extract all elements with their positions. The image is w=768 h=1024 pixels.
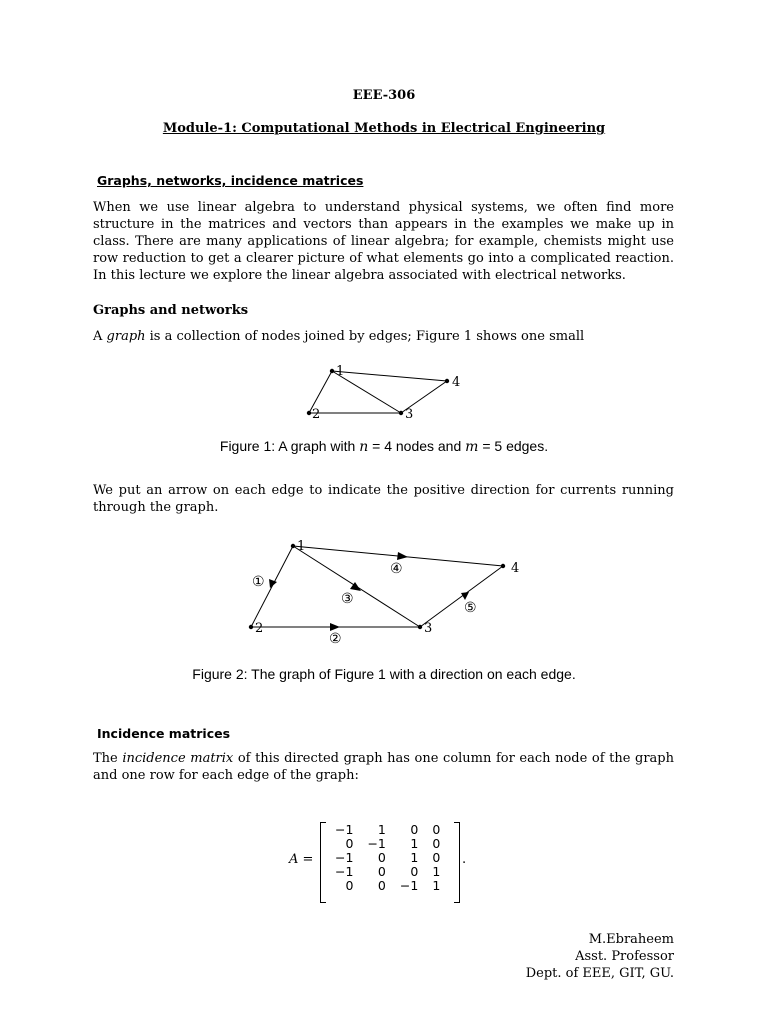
incidence-paragraph: The incidence matrix of this directed graph has one column for each node of the graph and one row for each edge of the graph: bbox=[93, 751, 674, 783]
matrix-cell: 0 bbox=[432, 836, 441, 851]
matrix-cell: −1 bbox=[367, 836, 386, 851]
matrix-cell: 0 bbox=[377, 878, 386, 893]
node-1 bbox=[330, 369, 334, 373]
graph-definition: A graph is a collection of nodes joined by edges; Figure 1 shows one small bbox=[93, 329, 585, 344]
node-label-4: 4 bbox=[452, 375, 461, 390]
matrix-cell: 0 bbox=[345, 836, 354, 851]
edge-label-2: ② bbox=[329, 631, 342, 647]
matrix-row bbox=[328, 823, 447, 837]
matrix-row bbox=[328, 837, 447, 851]
intro-paragraph: When we use linear algebra to understand physical systems, we often find more structure in the matrices and vectors than appears in the examples we make up in class. There are many applications of linear algebra; for example, chemists might use row reduction to get a clearer picture of what elements go into a complicated reaction. In this lecture we explore the linear algebra associated with electrical networks. bbox=[93, 200, 674, 283]
matrix-label: A = bbox=[289, 852, 314, 867]
edge-label-5: ⑤ bbox=[464, 600, 477, 616]
edge-label-1: ① bbox=[252, 574, 265, 590]
arrow-edge-4 bbox=[397, 552, 408, 560]
node-label-3: 3 bbox=[405, 407, 414, 422]
matrix-period: . bbox=[462, 852, 467, 867]
matrix-cell: 0 bbox=[410, 822, 419, 837]
node-2 bbox=[307, 411, 311, 415]
author-dept: Dept. of EEE, GIT, GU. bbox=[525, 966, 674, 981]
author-name: M.Ebraheem bbox=[588, 932, 674, 947]
section-heading-graphs: Graphs and networks bbox=[93, 303, 249, 318]
matrix-cell: 0 bbox=[432, 822, 441, 837]
matrix-cell: 0 bbox=[432, 850, 441, 865]
matrix-cell: −1 bbox=[335, 822, 354, 837]
course-code: EEE-306 bbox=[352, 88, 416, 103]
signature-block bbox=[526, 931, 674, 982]
figure-2-caption: Figure 2: The graph of Figure 1 with a direction on each edge. bbox=[192, 666, 576, 682]
arrow-edge-2 bbox=[330, 623, 340, 631]
matrix-cell: 0 bbox=[345, 878, 354, 893]
node-label-2: 2 bbox=[255, 621, 264, 636]
edge-5 bbox=[420, 566, 503, 627]
matrix-cell: −1 bbox=[335, 850, 354, 865]
section-heading-incidence: Incidence matrices bbox=[97, 726, 231, 741]
arrow-paragraph: We put an arrow on each edge to indicate the positive direction for currents running through the graph. bbox=[93, 483, 674, 515]
arrow-edge-1 bbox=[269, 579, 277, 588]
right-bracket bbox=[454, 822, 460, 903]
node-3 bbox=[399, 411, 403, 415]
node-label-1: 1 bbox=[336, 364, 345, 379]
figure-2-directed-graph bbox=[240, 530, 530, 652]
node-2 bbox=[249, 625, 253, 629]
matrix-row bbox=[328, 865, 447, 879]
matrix-cell: 1 bbox=[410, 836, 419, 851]
node-label-4: 4 bbox=[511, 561, 520, 576]
left-bracket bbox=[320, 822, 326, 903]
node-label-2: 2 bbox=[312, 407, 321, 422]
node-4 bbox=[501, 564, 505, 568]
node-3 bbox=[418, 625, 422, 629]
matrix-cell: 1 bbox=[377, 822, 386, 837]
node-1 bbox=[291, 544, 295, 548]
incidence-matrix bbox=[320, 822, 460, 902]
matrix-cell: −1 bbox=[335, 864, 354, 879]
matrix-cell: 0 bbox=[377, 850, 386, 865]
matrix-cell: 0 bbox=[410, 864, 419, 879]
matrix-cell: −1 bbox=[399, 878, 419, 893]
matrix-cell: 1 bbox=[432, 878, 441, 893]
edge-1-4 bbox=[332, 371, 447, 381]
edge-label-4: ④ bbox=[390, 561, 403, 577]
matrix-row bbox=[328, 851, 447, 865]
author-title: Asst. Professor bbox=[575, 949, 674, 964]
figure-1-caption: Figure 1: A graph with n = 4 nodes and m = 5 edges. bbox=[219, 438, 549, 455]
node-label-1: 1 bbox=[297, 539, 306, 554]
node-4 bbox=[445, 379, 449, 383]
matrix-cell: 1 bbox=[410, 850, 419, 865]
section-heading-graphs-networks: Graphs, networks, incidence matrices bbox=[97, 173, 364, 188]
module-title: Module-1: Computational Methods in Electrical Engineering bbox=[162, 121, 606, 136]
figure-1-graph bbox=[300, 360, 470, 426]
node-label-3: 3 bbox=[424, 621, 433, 636]
matrix-cell: 1 bbox=[432, 864, 441, 879]
edge-label-3: ③ bbox=[341, 591, 354, 607]
matrix-row bbox=[328, 879, 447, 893]
matrix-cell: 0 bbox=[377, 864, 386, 879]
